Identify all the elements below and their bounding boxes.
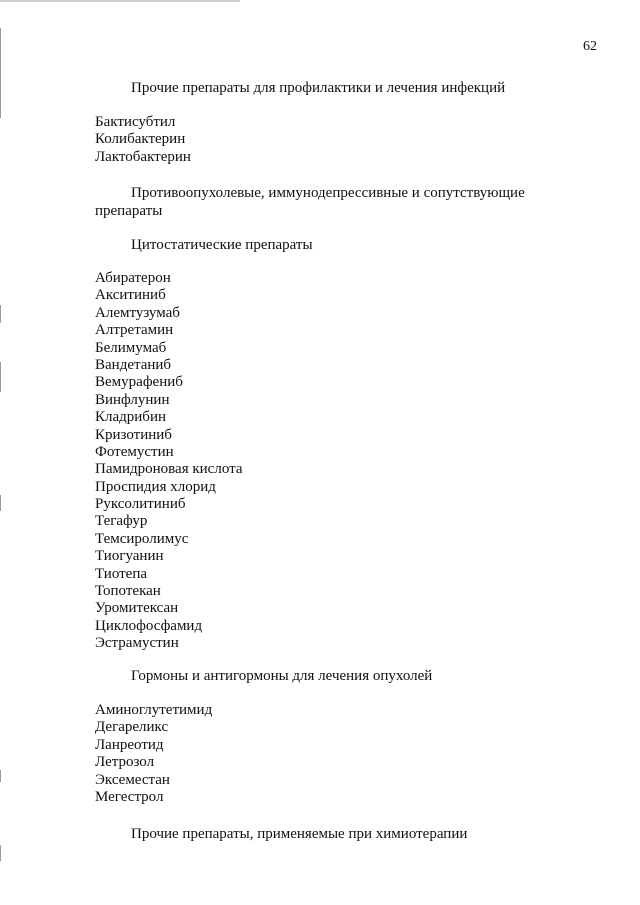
list-item: Кризотиниб [95, 426, 172, 443]
scan-edge-mark [0, 495, 1, 511]
hormone-drugs-list [95, 702, 212, 806]
section-heading-chemotherapy: Прочие препараты, применяемые при химиотерапии [131, 826, 468, 842]
list-item: Тиотепа [95, 565, 148, 582]
cytostatic-drugs-list [95, 270, 243, 653]
scan-top-rule [0, 0, 240, 2]
list-item: Тиогуанин [95, 548, 164, 565]
list-item: Циклофосфамид [95, 617, 203, 634]
list-item: Бактисубтил [95, 114, 176, 130]
list-item: Белимумаб [95, 339, 167, 356]
list-item: Темсиролимус [95, 530, 189, 547]
section-heading-hormones: Гормоны и антигормоны для лечения опухолей [131, 668, 433, 684]
section-heading-antitumor: Противоопухолевые, иммунодепрессивные и сопутствующие препараты [95, 185, 525, 219]
list-item: Ланреотид [95, 736, 164, 753]
list-item: Алемтузумаб [95, 304, 180, 321]
list-item: Акситиниб [95, 287, 166, 304]
list-item: Винфлунин [95, 391, 170, 408]
scan-edge-mark [0, 362, 1, 392]
list-item: Алтретамин [95, 322, 174, 339]
list-item: Тегафур [95, 513, 148, 530]
list-item: Лактобактерин [95, 148, 191, 165]
list-item: Вемурафениб [95, 374, 183, 391]
scan-edge-mark [0, 305, 1, 323]
list-item: Эстрамустин [95, 635, 179, 652]
list-item: Дегареликс [95, 719, 169, 736]
list-item: Руксолитиниб [95, 496, 186, 513]
list-item: Памидроновая кислота [95, 461, 243, 478]
infection-drugs-list [95, 114, 191, 166]
list-item: Мегестрол [95, 788, 164, 805]
scan-edge-mark [0, 845, 1, 861]
list-item: Кладрибин [95, 409, 166, 426]
scan-edge-mark [0, 770, 1, 782]
list-item: Эксеместан [95, 771, 170, 788]
scan-edge-mark [0, 28, 1, 118]
list-item: Проспидия хлорид [95, 478, 216, 495]
subsection-heading-cytostatic: Цитостатические препараты [131, 237, 313, 253]
list-item: Топотекан [95, 583, 161, 600]
page-number: 62 [583, 39, 597, 54]
list-item: Вандетаниб [95, 356, 172, 373]
list-item: Колибактерин [95, 131, 186, 148]
section-heading-infections: Прочие препараты для профилактики и лечения инфекций [131, 80, 506, 96]
list-item: Аминоглутетимид [95, 702, 213, 718]
list-item: Летрозол [95, 754, 155, 771]
list-item: Абиратерон [95, 270, 171, 286]
list-item: Фотемустин [95, 443, 174, 460]
list-item: Уромитексан [95, 600, 179, 617]
